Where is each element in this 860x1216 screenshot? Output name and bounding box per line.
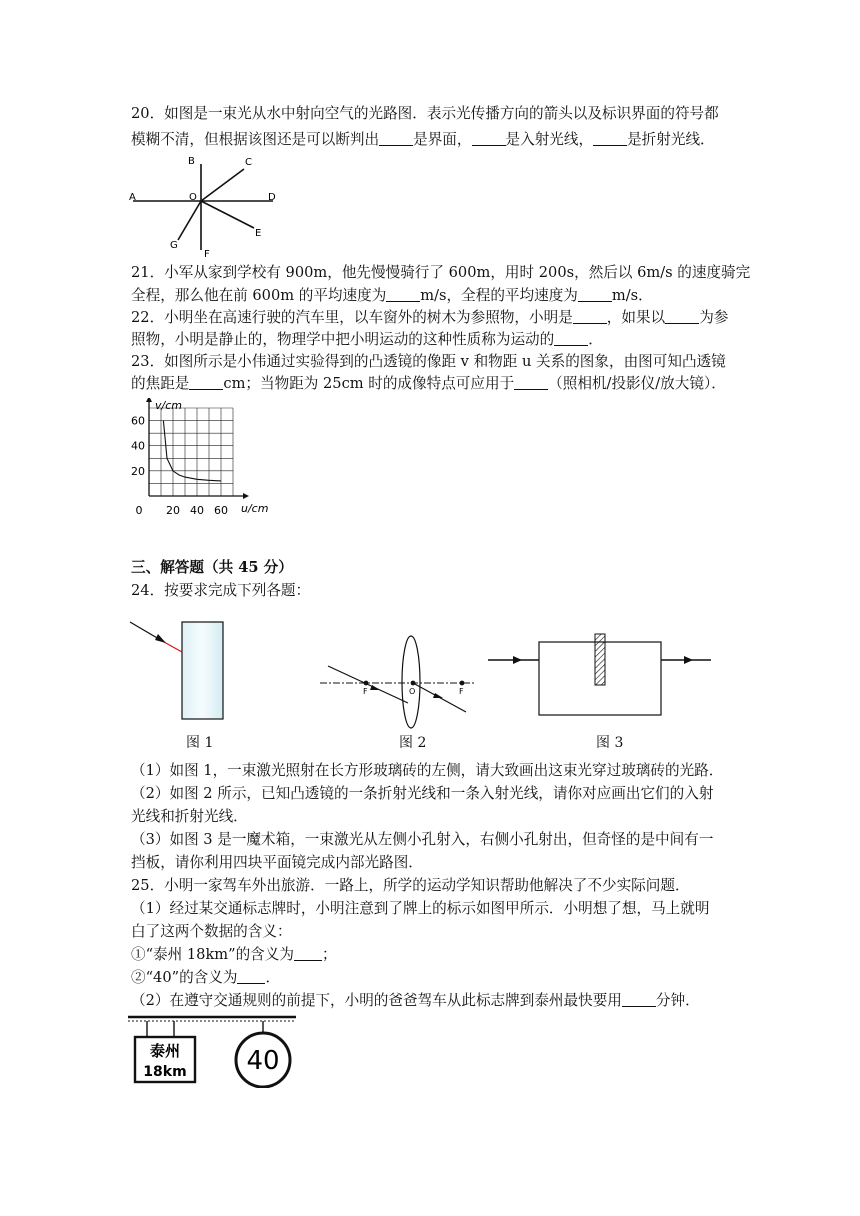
laser-arrow-icon: [155, 634, 166, 643]
q21-line1: 21．小军从家到学校有 900m，他先慢慢骑行了 600m，用时 200s，然后以 6m/s 的速度骑完: [131, 264, 751, 281]
q20-label-e: E: [255, 228, 262, 239]
chart-y-label: v/cm: [155, 399, 182, 412]
q25-line4-text: （2）在遵守交通规则的前提下，小明的爸爸驾车从此标志牌到泰州最快要用: [131, 992, 622, 1009]
focus-right: [460, 681, 465, 686]
q25-line2: （1）经过某交通标志牌时，小明注意到了牌上的标示如图甲所示．小明想了想，马上就明: [131, 900, 710, 917]
q23-v-u-chart: [125, 398, 285, 522]
q25-line1: 25．小明一家驾车外出旅游．一路上，所学的运动学知识帮助他解决了不少实际问题．: [131, 877, 690, 894]
x-tick-label: 20: [166, 504, 180, 517]
fig1-label: 图 1: [186, 735, 214, 751]
y-tick-label: 40: [131, 439, 145, 453]
fig2-label-f-right: F: [459, 687, 464, 696]
q25-line4: [131, 990, 731, 1012]
q20-ray-oe: [201, 201, 254, 228]
x-tick-label: 60: [214, 504, 228, 517]
q22-line2: [131, 329, 731, 351]
fig2-label-o: O: [409, 687, 416, 696]
q24-sub3-line1: （3）如图 3 是一魔术箱，一束激光从左侧小孔射入，右侧小孔射出，但奇怪的是中间有一: [131, 831, 714, 848]
q23-line1: 23．如图所示是小伟通过实验得到的凸透镜的像距 v 和物距 u 关系的图象，由图可知凸透镜: [131, 353, 726, 370]
q24-fig3-magic-box: [486, 630, 716, 720]
q25-item2-end: ．: [265, 969, 281, 986]
baffle-plate: [595, 634, 605, 685]
q25-line4-end: 分钟．: [655, 992, 700, 1009]
q20-ray-diagram: [125, 150, 285, 262]
chart-y-ticks: [131, 415, 145, 478]
q21-text-c: m/s．: [611, 287, 653, 304]
q22-text-c: 为参: [699, 309, 729, 326]
q25-item1-text: ①“泰州 18km”的含义为: [131, 946, 294, 963]
chart-series-curve: [163, 421, 221, 481]
incident-ray: [328, 666, 408, 703]
q23-text-b: cm；当物距为 25cm 时的成像特点可应用于: [223, 375, 515, 392]
chart-x-arrow: [243, 493, 249, 499]
q20-text-a: 模糊不清，但根据该图还是可以断判出: [131, 131, 380, 148]
chart-x-ticks: [136, 504, 229, 517]
q25-blank-minutes[interactable]: [622, 992, 656, 1007]
q24-intro: 24．按要求完成下列各题：: [131, 582, 311, 599]
laser-ray-red: [164, 642, 182, 652]
q23-blank-application[interactable]: [514, 375, 548, 390]
x-tick-label: 40: [190, 504, 204, 517]
q22-text-b: ，如果以: [606, 309, 666, 326]
q22-blank-relativity[interactable]: [554, 331, 588, 346]
q20-line1: 20．如图是一束光从水中射向空气的光路图．表示光传播方向的箭头以及标识界面的符号都: [131, 105, 719, 122]
q20-blank-refracted[interactable]: [593, 131, 627, 146]
q24-sub2-line1: （2）如图 2 所示，已知凸透镜的一条折射光线和一条入射光线，请你对应画出它们的入射: [131, 785, 714, 802]
q22-text-e: ．: [588, 331, 603, 348]
q20-ray-og: [178, 201, 201, 240]
fig2-label: 图 2: [399, 735, 427, 751]
y-tick-label: 20: [131, 464, 145, 478]
section3-title: 三、解答题（共 45 分）: [131, 559, 293, 576]
q23-text-c: （照相机/投影仪/放大镜）．: [548, 375, 726, 392]
chart-grid: [149, 408, 233, 496]
chart-x-label: u/cm: [241, 502, 269, 515]
q21-blank-speed2[interactable]: [578, 287, 612, 302]
q25-line3: 白了这两个数据的含义：: [131, 923, 292, 940]
q20-label-g: G: [170, 240, 178, 251]
q23-text-a: 的焦距是: [131, 375, 190, 392]
q25-blank-distance[interactable]: [294, 946, 322, 961]
chart-y-arrow: [146, 398, 152, 402]
q25-traffic-sign: [126, 1012, 301, 1088]
q25-item1: [131, 944, 731, 966]
q20-label-d: D: [268, 192, 276, 203]
q20-line2: [131, 129, 731, 151]
sign-distance: 18km: [143, 1064, 187, 1080]
q25-item2: [131, 967, 731, 989]
q20-text-d: 是折射光线．: [627, 131, 715, 148]
q22-blank-state[interactable]: [573, 309, 607, 324]
q25-blank-speed-limit[interactable]: [237, 969, 265, 984]
sign-city: 泰州: [149, 1042, 181, 1060]
q24-fig2-convex-lens: [318, 632, 478, 732]
q21-text-a: 全程，那么他在前 600m 的平均速度为: [131, 287, 387, 304]
q23-line2: [131, 373, 731, 395]
q20-ray-oc: [201, 169, 244, 201]
laser-out-arrow-icon: [684, 656, 693, 664]
q20-label-b: B: [188, 156, 195, 167]
q24-sub2-line2: 光线和折射光线．: [131, 808, 248, 825]
q25-item1-end: ；: [321, 946, 337, 963]
fig2-label-f-left: F: [363, 687, 368, 696]
x-tick-label: 0: [135, 504, 143, 517]
q24-sub1: （1）如图 1，一束激光照射在长方形玻璃砖的左侧，请大致画出这束光穿过玻璃砖的光路．: [131, 762, 724, 779]
q25-item2-text: ②“40”的含义为: [131, 969, 238, 986]
glass-brick: [182, 622, 223, 719]
q23-blank-focal[interactable]: [189, 375, 223, 390]
q21-blank-speed1[interactable]: [386, 287, 420, 302]
q22-blank-reference[interactable]: [665, 309, 699, 324]
q20-label-c: C: [245, 157, 252, 168]
q21-line2: [131, 285, 731, 307]
q20-blank-incident[interactable]: [472, 131, 506, 146]
q24-sub3-line2: 挡板，请你利用四块平面镜完成内部光路图．: [131, 854, 423, 871]
q24-fig1-glass-brick: [128, 618, 228, 723]
q21-text-b: m/s，全程的平均速度为: [420, 287, 578, 304]
q20-text-c: 是入射光线，: [505, 131, 594, 148]
optical-center: [411, 681, 416, 686]
laser-in-arrow-icon: [513, 656, 522, 664]
q20-label-f: F: [204, 249, 210, 260]
q22-text-d: 照物，小明是静止的，物理学中把小明运动的这种性质称为运动的: [131, 331, 555, 348]
q20-text-b: 是界面，: [413, 131, 472, 148]
q20-label-a: A: [129, 192, 136, 203]
refracted-arrow-icon: [433, 693, 443, 698]
sign-speed-value: 40: [246, 1046, 280, 1076]
q20-label-o: O: [189, 192, 197, 203]
q20-blank-interface[interactable]: [379, 131, 413, 146]
focus-left: [364, 681, 369, 686]
q22-line1: [131, 307, 731, 329]
y-tick-label: 60: [131, 414, 145, 428]
q22-text-a: 22．小明坐在高速行驶的汽车里，以车窗外的树木为参照物，小明是: [131, 309, 573, 326]
fig3-label: 图 3: [596, 735, 624, 751]
